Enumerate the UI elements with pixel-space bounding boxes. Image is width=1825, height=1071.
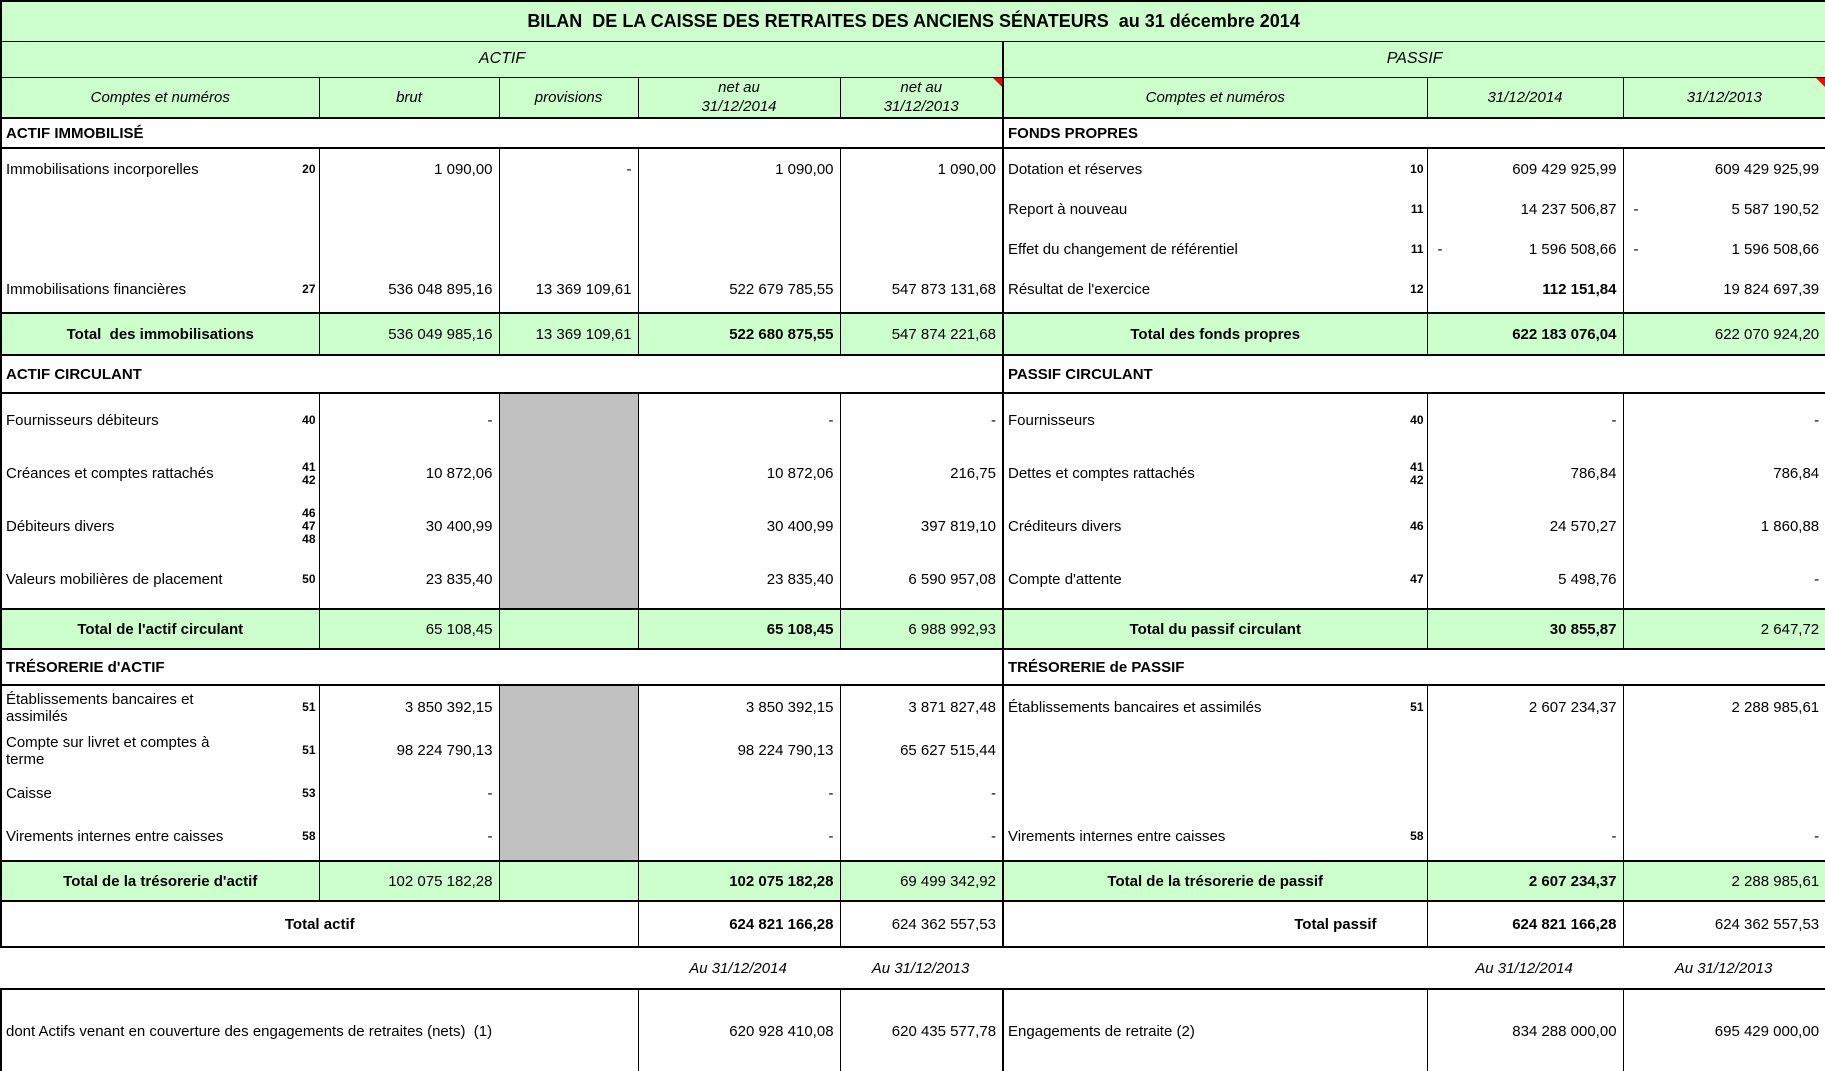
label-etablissements-bancaires: Établissements bancaires et assimilés [6, 690, 194, 725]
total-tresorerie-passif-label: Total de la trésorerie de passif [1003, 861, 1427, 901]
values-passif2013-tresorerie: 2 288 985,61 - [1623, 685, 1825, 861]
label-report-a-nouveau: Report à nouveau [1008, 200, 1128, 218]
footnote-table [0, 988, 1825, 1071]
label-resultat-exercice: Résultat de l'exercice [1008, 281, 1151, 299]
footnote-actif-2013: 620 435 577,78 [840, 989, 1003, 1071]
total-immobilisations-net2014: 522 680 875,55 [638, 313, 840, 355]
row-footnotes [1, 989, 1825, 1071]
values-brut-immobilise: 1 090,00 536 048 895,16 [319, 148, 499, 313]
row-block-immobilise [1, 148, 1825, 313]
col-header-passif-2014: 31/12/2014 [1427, 77, 1623, 118]
labels-actif-circulant [1, 393, 281, 609]
label-debiteurs-divers: Débiteurs divers [6, 518, 115, 535]
total-fonds-propres-2013: 622 070 924,20 [1623, 313, 1825, 355]
section-passif-circulant: PASSIF CIRCULANT [1003, 355, 1825, 393]
values-net2013-circulant: - 216,75 397 819,10 6 590 957,08 [840, 393, 1003, 609]
total-actif-circulant-net2013: 6 988 992,93 [840, 609, 1003, 649]
total-passif-label: Total passif [1003, 901, 1427, 947]
total-immobilisations-brut: 536 049 985,16 [319, 313, 499, 355]
total-passif-circulant-2013: 2 647,72 [1623, 609, 1825, 649]
row-grand-total [1, 901, 1825, 947]
values-net2014-tresorerie: 3 850 392,15 98 224 790,13 - - [638, 685, 840, 861]
engagements-2013: 695 429 000,00 [1623, 989, 1825, 1071]
labels-fonds-propres [1003, 148, 1387, 313]
col-header-actif-comptes: Comptes et numéros [1, 77, 319, 118]
label-caisse: Caisse [6, 785, 52, 802]
total-actif-circulant-label: Total de l'actif circulant [1, 609, 319, 649]
minus-sign: - [1437, 241, 1443, 259]
labels-actif-immobilise [1, 148, 281, 313]
total-tresorerie-actif-net2013: 69 499 342,92 [840, 861, 1003, 901]
col-header-net-2013: net au 31/12/2013 [840, 77, 1003, 118]
total-tresorerie-passif-2014: 2 607 234,37 [1427, 861, 1623, 901]
values-passif2013-fonds-propres: 609 429 925,99 - 5 587 190,52 - 1 596 508,66 19 824 697,39 [1623, 148, 1825, 313]
date-label-actif-2014: Au 31/12/2014 [689, 959, 787, 977]
total-fonds-propres-label: Total des fonds propres [1003, 313, 1427, 355]
account-numbers-passif-circulant: 40 41 42 46 47 [1387, 393, 1427, 609]
values-net2014-circulant: - 10 872,06 30 400,99 23 835,40 [638, 393, 840, 609]
actif-header: ACTIF [1, 41, 1003, 77]
label-valeurs-mobilieres: Valeurs mobilières de placement [6, 571, 223, 588]
label-compte-attente: Compte d'attente [1008, 571, 1122, 588]
row-side-headers [1, 41, 1825, 77]
page-title: BILAN DE LA CAISSE DES RETRAITES DES ANCIENS SÉNATEURS au 31 décembre 2014 [1, 1, 1825, 41]
row-total-immobilisations [1, 313, 1825, 355]
label-fournisseurs-debiteurs: Fournisseurs débiteurs [6, 412, 159, 429]
label-virements-internes: Virements internes entre caisses [6, 828, 224, 845]
col-header-net-2014: net au 31/12/2014 [638, 77, 840, 118]
total-passif-circulant-label: Total du passif circulant [1003, 609, 1427, 649]
total-immobilisations-label: Total des immobilisations [1, 313, 319, 355]
section-actif-immobilise: ACTIF IMMOBILISÉ [1, 118, 1003, 148]
values-net2013-immobilise: 1 090,00 547 873 131,68 [840, 148, 1003, 313]
label-dettes: Dettes et comptes rattachés [1008, 465, 1195, 482]
footnote-actif-2014: 620 928 410,08 [638, 989, 840, 1071]
total-actif-net2014: 624 821 166,28 [638, 901, 840, 947]
label-virements-internes-passif: Virements internes entre caisses [1008, 828, 1226, 845]
total-actif-circulant-brut: 65 108,45 [319, 609, 499, 649]
account-numbers-tresorerie-passif: 51 58 [1387, 685, 1427, 861]
col-header-provisions: provisions [499, 77, 638, 118]
row-section-1 [1, 118, 1825, 148]
values-net2013-tresorerie: 3 871 827,48 65 627 515,44 - - [840, 685, 1003, 861]
row-total-circulant [1, 609, 1825, 649]
total-tresorerie-actif-provisions [499, 861, 638, 901]
account-numbers-tresorerie-actif: 51 51 53 58 [281, 685, 319, 861]
total-passif-2013: 624 362 557,53 [1623, 901, 1825, 947]
labels-tresorerie-passif [1003, 685, 1387, 861]
minus-sign: - [1633, 200, 1639, 218]
label-creances: Créances et comptes rattachés [6, 465, 214, 482]
date-label-passif-2013: Au 31/12/2013 [1674, 959, 1773, 977]
engagements-label: Engagements de retraite (2) [1003, 989, 1427, 1071]
values-net2014-immobilise: 1 090,00 522 679 785,55 [638, 148, 840, 313]
provisions-blocked-cell [499, 393, 638, 609]
account-numbers-fonds-propres: 10 11 11 12 [1387, 148, 1427, 313]
date-label-passif-2014: Au 31/12/2014 [1475, 959, 1573, 977]
label-compte-livret: Compte sur livret et comptes à terme [6, 733, 210, 768]
values-passif2013-circulant: - 786,84 1 860,88 - [1623, 393, 1825, 609]
total-tresorerie-actif-brut: 102 075 182,28 [319, 861, 499, 901]
total-actif-label: Total actif [1, 901, 638, 947]
label-crediteurs-divers: Créditeurs divers [1008, 518, 1122, 535]
total-passif-circulant-2014: 30 855,87 [1427, 609, 1623, 649]
section-tresorerie-passif: TRÉSORERIE de PASSIF [1003, 649, 1825, 685]
provisions-blocked-cell [499, 685, 638, 861]
label-effet-changement-referentiel: Effet du changement de référentiel [1008, 241, 1238, 259]
total-tresorerie-actif-net2014: 102 075 182,28 [638, 861, 840, 901]
label-etablissements-bancaires-passif: Établissements bancaires et assimilés [1008, 699, 1262, 716]
total-actif-circulant-provisions [499, 609, 638, 649]
values-brut-circulant: - 10 872,06 30 400,99 23 835,40 [319, 393, 499, 609]
total-actif-net2013: 624 362 557,53 [840, 901, 1003, 947]
values-provisions-immobilise: - 13 369 109,61 [499, 148, 638, 313]
footnote-actif-label: dont Actifs venant en couverture des engagements de retraites (nets) (1) [1, 989, 638, 1071]
comment-marker-icon [993, 78, 1002, 87]
label-fournisseurs: Fournisseurs [1008, 412, 1095, 429]
total-immobilisations-net2013: 547 874 221,68 [840, 313, 1003, 355]
section-actif-circulant: ACTIF CIRCULANT [1, 355, 1003, 393]
section-fonds-propres: FONDS PROPRES [1003, 118, 1825, 148]
total-actif-circulant-net2014: 65 108,45 [638, 609, 840, 649]
row-section-3 [1, 649, 1825, 685]
values-passif2014-tresorerie: 2 607 234,37 - [1427, 685, 1623, 861]
labels-passif-circulant [1003, 393, 1387, 609]
values-passif2014-circulant: - 786,84 24 570,27 5 498,76 [1427, 393, 1623, 609]
row-section-2 [1, 355, 1825, 393]
account-numbers-actif-immobilise: 20 27 [281, 148, 319, 313]
values-passif2014-fonds-propres: 609 429 925,99 14 237 506,87 - 1 596 508,66 112 151,84 [1427, 148, 1623, 313]
date-strip [0, 948, 1825, 988]
row-block-tresorerie [1, 685, 1825, 861]
engagements-2014: 834 288 000,00 [1427, 989, 1623, 1071]
comment-marker-icon [1816, 78, 1825, 87]
row-total-tresorerie [1, 861, 1825, 901]
total-tresorerie-actif-label: Total de la trésorerie d'actif [1, 861, 319, 901]
total-fonds-propres-2014: 622 183 076,04 [1427, 313, 1623, 355]
label-immobilisations-incorporelles: Immobilisations incorporelles [6, 160, 199, 178]
row-column-headers [1, 77, 1825, 118]
col-header-passif-2013: 31/12/2013 [1623, 77, 1825, 118]
col-header-brut: brut [319, 77, 499, 118]
total-tresorerie-passif-2013: 2 288 985,61 [1623, 861, 1825, 901]
passif-header: PASSIF [1003, 41, 1825, 77]
col-header-passif-comptes: Comptes et numéros [1003, 77, 1427, 118]
account-numbers-actif-circulant: 40 41 42 46 47 48 50 [281, 393, 319, 609]
total-immobilisations-provisions: 13 369 109,61 [499, 313, 638, 355]
row-title [1, 1, 1825, 41]
total-passif-2014: 624 821 166,28 [1427, 901, 1623, 947]
date-label-actif-2013: Au 31/12/2013 [871, 959, 970, 977]
row-block-circulant [1, 393, 1825, 609]
minus-sign: - [1633, 241, 1639, 259]
section-tresorerie-actif: TRÉSORERIE d'ACTIF [1, 649, 1003, 685]
label-dotation-reserves: Dotation et réserves [1008, 160, 1143, 178]
labels-tresorerie-actif [1, 685, 281, 861]
label-immobilisations-financieres: Immobilisations financières [6, 281, 187, 299]
values-brut-tresorerie: 3 850 392,15 98 224 790,13 - - [319, 685, 499, 861]
